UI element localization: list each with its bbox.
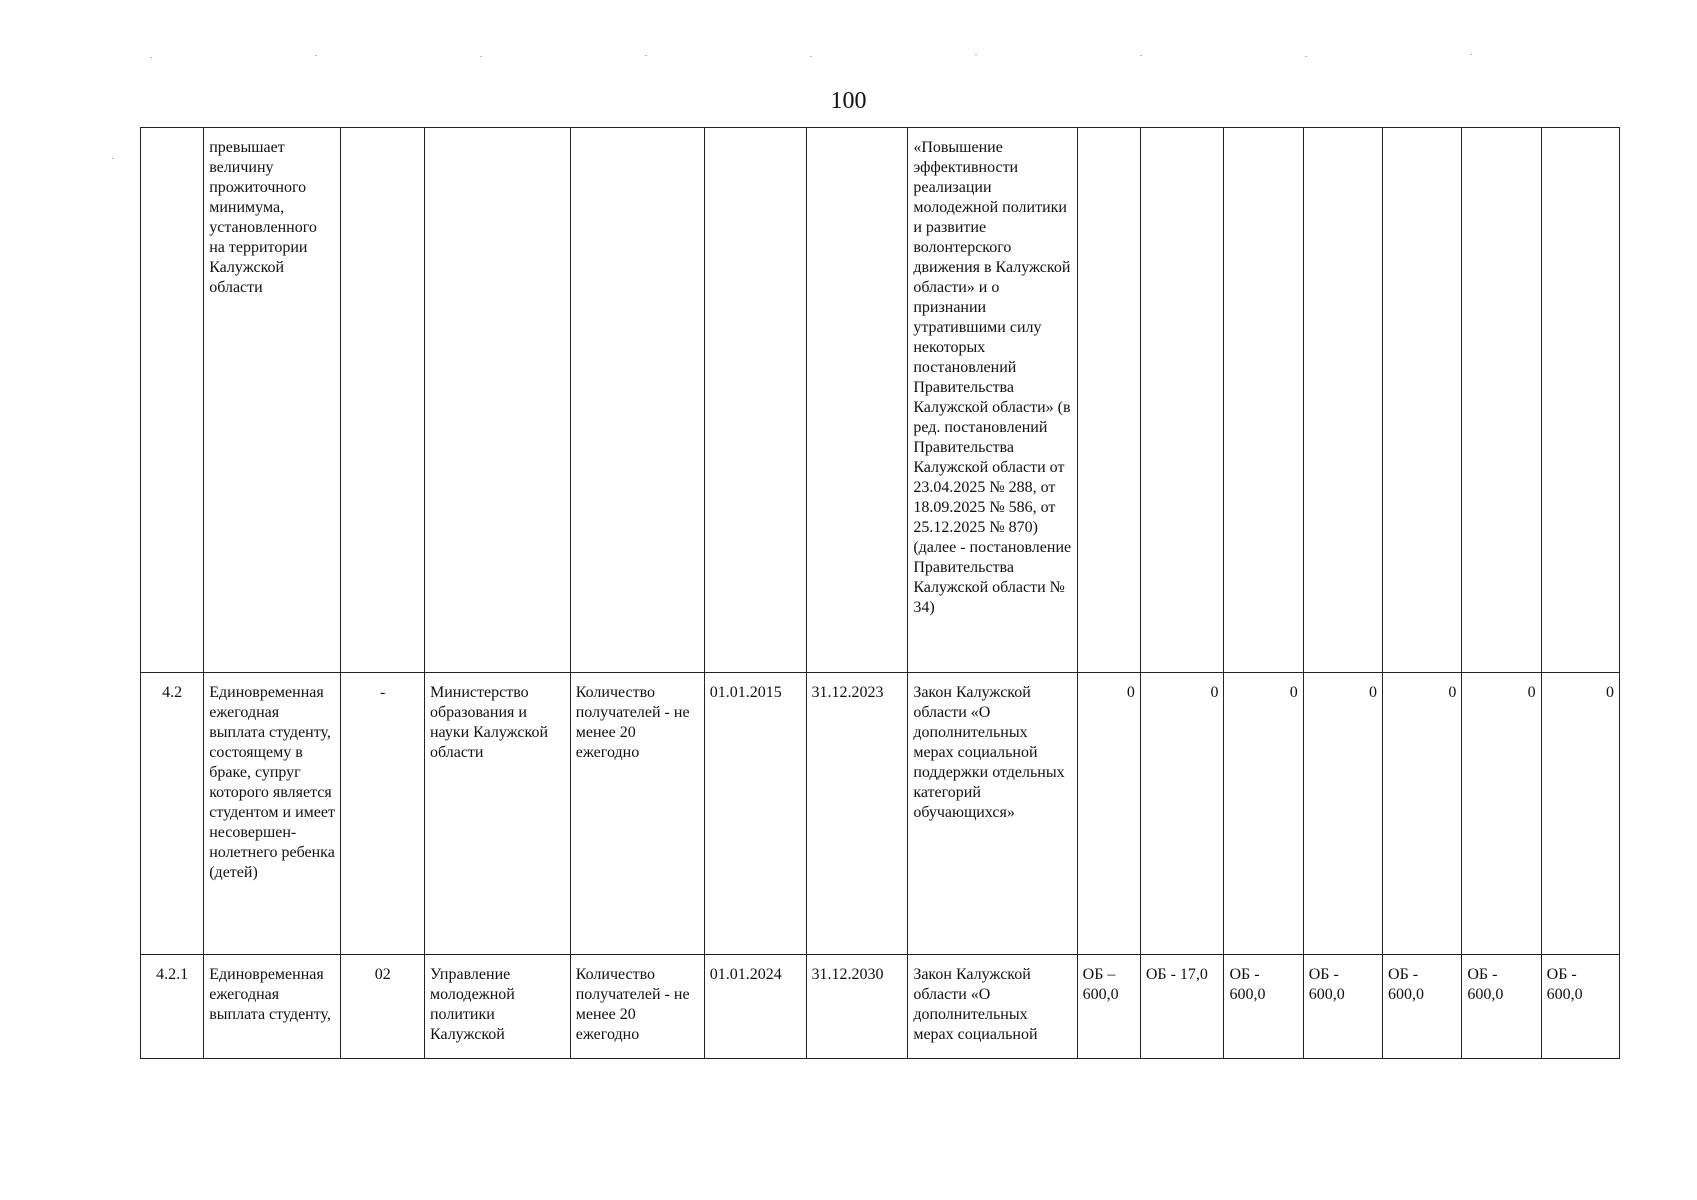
scan-speck xyxy=(1140,55,1142,56)
cell-value-3: ОБ - 600,0 xyxy=(1224,955,1303,1059)
table-row xyxy=(141,128,1620,673)
cell-code: 02 xyxy=(341,955,425,1059)
scan-speck xyxy=(975,54,977,55)
cell-value-7 xyxy=(1541,128,1619,673)
cell-end-date: 31.12.2023 xyxy=(806,673,908,955)
cell-end-date xyxy=(806,128,908,673)
cell-executor: Министерство образования и науки Калужской области xyxy=(424,673,570,955)
cell-value-5 xyxy=(1383,128,1462,673)
table-row xyxy=(141,673,1620,955)
cell-legal-basis: «Повышение эффективности реализации молодежной политики и развитие волонтерского движения в Калужской области» и о признании утратившими силу некоторых постановлений Правительства Калужской области» (в ред. постановлений Правительства Калужской области от 23.04.2025 № 288, от 18.09.2025 № 586, от 25.12.2025 № 870) (далее - постановление Правительства Калужской области № 34) xyxy=(908,128,1077,673)
page-number: 100 xyxy=(830,88,867,114)
cell-value-6 xyxy=(1462,128,1541,673)
cell-start-date xyxy=(704,128,806,673)
cell-legal-basis: Закон Калужской области «О дополнительных мерах социальной поддержки отдельных категорий обучающихся» xyxy=(908,673,1077,955)
cell-value-6: 0 xyxy=(1462,673,1541,955)
program-measures-table xyxy=(140,127,1620,1059)
cell-value-1: 0 xyxy=(1077,673,1140,955)
scan-speck xyxy=(645,55,647,56)
scan-speck xyxy=(315,55,317,56)
cell-code xyxy=(341,128,425,673)
cell-code: - xyxy=(341,673,425,955)
cell-value-3: 0 xyxy=(1224,673,1303,955)
cell-measure-name: превышает величину прожиточного минимума, установленного на территории Калужской области xyxy=(204,128,341,673)
cell-value-1 xyxy=(1077,128,1140,673)
cell-indicator xyxy=(570,128,704,673)
cell-number xyxy=(141,128,204,673)
cell-value-7: ОБ - 600,0 xyxy=(1541,955,1619,1059)
cell-start-date: 01.01.2024 xyxy=(704,955,806,1059)
cell-end-date: 31.12.2030 xyxy=(806,955,908,1059)
scan-speck xyxy=(1305,56,1307,57)
cell-indicator: Количество получателей - не менее 20 ежегодно xyxy=(570,955,704,1059)
cell-measure-name: Единовременная ежегодная выплата студенту, xyxy=(204,955,341,1059)
cell-value-5: 0 xyxy=(1383,673,1462,955)
scan-speck xyxy=(1470,54,1472,55)
cell-number: 4.2 xyxy=(141,673,204,955)
cell-value-2: 0 xyxy=(1140,673,1224,955)
cell-measure-name: Единовременная ежегодная выплата студенту, состоящему в браке, супруг которого является студентом и имеет несовершен-нолетнего ребенка (детей) xyxy=(204,673,341,955)
cell-executor xyxy=(424,128,570,673)
cell-legal-basis: Закон Калужской области «О дополнительных мерах социальной xyxy=(908,955,1077,1059)
cell-value-4: 0 xyxy=(1303,673,1382,955)
cell-value-4 xyxy=(1303,128,1382,673)
cell-value-5: ОБ - 600,0 xyxy=(1383,955,1462,1059)
cell-value-2 xyxy=(1140,128,1224,673)
scan-speck xyxy=(150,57,152,58)
scan-speck xyxy=(112,158,114,159)
cell-value-6: ОБ - 600,0 xyxy=(1462,955,1541,1059)
cell-value-4: ОБ - 600,0 xyxy=(1303,955,1382,1059)
cell-indicator: Количество получателей - не менее 20 ежегодно xyxy=(570,673,704,955)
cell-value-7: 0 xyxy=(1541,673,1619,955)
scan-speck xyxy=(480,56,482,57)
cell-value-3 xyxy=(1224,128,1303,673)
cell-value-1: ОБ – 600,0 xyxy=(1077,955,1140,1059)
cell-start-date: 01.01.2015 xyxy=(704,673,806,955)
cell-value-2: ОБ - 17,0 xyxy=(1140,955,1224,1059)
cell-executor: Управление молодежной политики Калужской xyxy=(424,955,570,1059)
scan-speck xyxy=(810,56,812,57)
table-row xyxy=(141,955,1620,1059)
cell-number: 4.2.1 xyxy=(141,955,204,1059)
